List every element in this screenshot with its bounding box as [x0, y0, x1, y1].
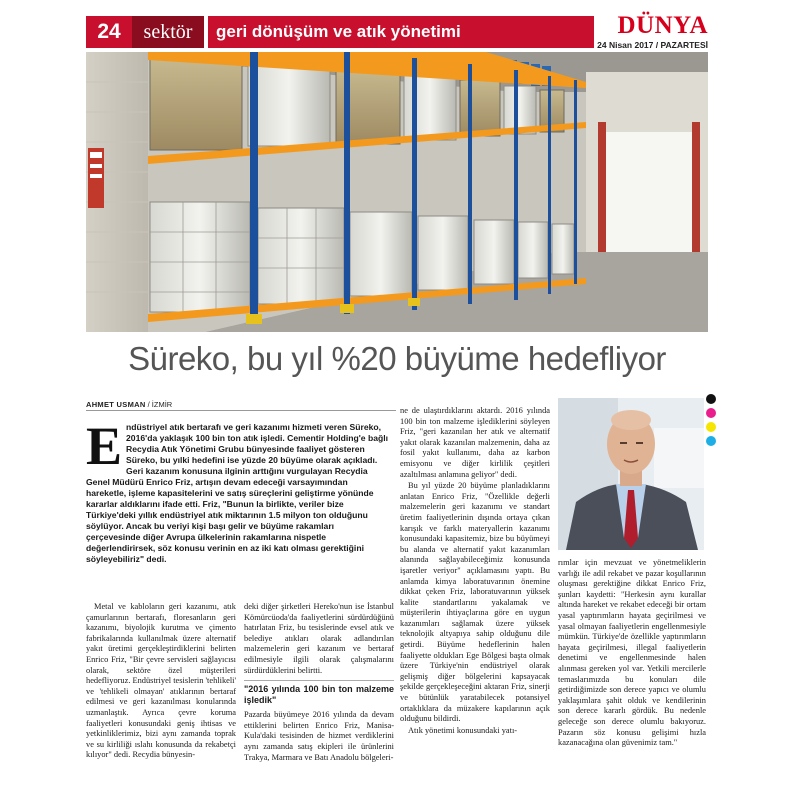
- paragraph: Atık yönetimi konusundaki yatı-: [408, 725, 518, 735]
- registration-dot-cyan: [706, 436, 716, 446]
- page-number: 24: [86, 16, 132, 48]
- paragraph: ne de ulaştırdıklarını aktardı. 2016 yılında 100 bin ton malzeme işlediklerini söyleyen Friz, "geri kazanılan her atık ve alternatif yakıt olarak kazanılan malzemenin, daha az fosil yakıt kullanımı, daha az karbon emisyonu ve diğer kirlilik çeşitleri azaltılması anlamına geliyor" dedi.: [400, 406, 550, 479]
- drop-cap: E: [86, 416, 123, 476]
- newspaper-logo: DÜNYA: [617, 12, 708, 39]
- issue-date: 24 Nisan 2017 / PAZARTESİ: [597, 40, 708, 50]
- registration-dot-yellow: [706, 422, 716, 432]
- portrait-illustration: [558, 398, 704, 550]
- body-column-1: [86, 602, 236, 762]
- article-headline: Süreko, bu yıl %20 büyüme hedefliyor: [128, 340, 666, 377]
- paragraph: Metal ve kabloların geri kazanımı, atık çamurlarının bertarafı, floresanların geri kazanımı, biyolojik kurutma ve çimento fabrikalarında kullanılmak üzere alternatif yakıt üretimi gerçekleştirdiklerini belirten Enrico Friz, "Bir çevre servisleri sağlayıcısı olarak, sektöre özel müşterileri hedefliyoruz. Endüstriyel tesislerin 'tehlikeli' ve 'tehlikeli olmayan' atıklarının bertaraf edilmesi ve geri kazanılması konularında uzmanlaştık. Ayrıca çevre koruma faaliyetleri konusundaki geniş ihtisas ve yetkinliklerimiz, bizi aynı zamanda toprak ve su kirliliği ıslahı konusunda da rekabetçi kılıyor" dedi. Recydia bünyesin-: [86, 602, 237, 760]
- registration-dot-magenta: [706, 408, 716, 418]
- byline-rule: [86, 410, 396, 411]
- paragraph: rımlar için mevzuat ve yönetmeliklerin varlığı ile adil rekabet ve pazar koşullarının oluşması gerektiğine dikkat Enrico Friz, şunları kaydetti: "Herkesin aynı kurallar altında hareket ve rekabet edeceği bir ortam yasal yaptırımların hayata geçirilmesi ve yasal olmayan faaliyetlerin engellenmesiyle mümkün. Türkiye'de özellikle yaptırımların hayata geçirilmesi, illegal faaliyetlerin denetimi ve engellenmesinde halen alınması gereken yol var. Yetkili mercilerle temaslarımızda bu konuları dile getirdiğimizde son derece yapıcı ve olumlu yaklaşımlara şahit olduk ve kendilerinin son derece kararlı gördük. Bu nedenle geleceğe son derece olumlu bakıyoruz. Pazarın söz konusu gelişimi hızla kazanacağına olan güvenimiz tam.": [558, 558, 706, 748]
- page-header: [86, 12, 708, 50]
- body-column-4: [558, 558, 706, 750]
- paragraph: Pazarda büyümeye 2016 yılında da devam ettiklerini belirten Enrico Friz, Manisa-Kula'daki tesisinden de hizmet verdiklerini aynı zamanda satış ekipleri ile ürünlerini Trakya, Marmara ve Batı Anadolu bölgeleri-: [244, 710, 394, 762]
- byline: [86, 400, 172, 409]
- portrait-photo: [558, 398, 704, 550]
- paragraph: deki diğer şirketleri Hereko'nun ise İstanbul Kömürcüoda'da faaliyetlerini sürdürdüğünü hatırlatan Friz, bu tesislerinde evsel atık ve belediye atıkları olarak adlandırılan malzemelerin geri kazanım ve bertaraf edilmesiyle ilgili olarak çalışmalarını sürdürdüklerini belirtti.: [244, 602, 394, 675]
- subheading: "2016 yılında 100 bin ton malzeme işledik": [244, 680, 394, 706]
- warehouse-photo: [86, 52, 708, 332]
- lede-text: ndüstriyel atık bertarafı ve geri kazanımı hizmeti veren Süreko, 2016'da yaklaşık 100 bin ton atık işledi. Cementir Holding'e bağlı Recydia Atık Yönetimi Grubu bünyesinde faaliyet gösteren Süreko, bu yılki hedefini ise yüzde 20 büyüme olarak açıkladı. Geri kazanım konusuna ilginin arttığını vurgulayan Recydia Genel Müdürü Enrico Friz, artışın devam edeceği varsayımından hareketle, işleme kapasitelerini ve satış süreçlerini geliştirme yönünde kararlar aldıklarını ifade etti. Friz, "Bunun la birlikte, veriler bize Türkiye'deki yıllık endüstriyel atık miktarının 1.5 milyon ton olduğunu söylüyor. Ancak bu veriyi kişi başı gelir ve büyüme rakamları çerçevesinde diğer Avrupa ülkelerinin rakamlarına nispetle değerlendirirsek, söz konusu verinin en az iki katı olması gerektiğini söyleyebiliriz" dedi.: [86, 422, 389, 564]
- section-label: sektör: [132, 16, 204, 48]
- warehouse-illustration: [86, 52, 708, 332]
- body-column-3: [400, 406, 550, 737]
- author-name: AHMET USMAN: [86, 400, 146, 409]
- body-column-2: [244, 602, 394, 764]
- article-lede: [86, 416, 390, 565]
- topic-label: geri dönüşüm ve atık yönetimi: [208, 16, 594, 48]
- dateline-location: / İZMİR: [147, 400, 173, 409]
- registration-dot-black: [706, 394, 716, 404]
- paragraph: Bu yıl yüzde 20 büyüme planladıklarını anlatan Enrico Friz, "Özellikle değerli malzemelerin geri kazanımı ve standart üretim faaliyetlerinin dışında ortaya çıkan karışık ve farklı materyallerin kazanımı konusundaki kapasitemiz, bize bu büyümeyi bu alanda ve alternatif yakıt kazanımları alanında sağlayabileceğimiz konusunda işaretler veriyor" açıklamasını yaptı. Bu anlamda kimya laboratuvarının önemine dikkat çeken Friz, laboratuvarının yüksek kalite standartlarını yakalamak ve müşterilerin ihtiyaçlarına göre en uygun kazanımları sağlamak üzere yüksek teknolojik altyapıya sahip olduğunu dile getirdi. Büyüme hedeflerinin halen faaliyette oldukları Ege Bölgesi başta olmak üzere Türkiye'nin endüstriyel olarak gelişmiş diğer bölgelerini kapsayacak şekilde gerçekleşeceğini aktaran Friz, sinerji ve bütünlük yaratabilecek potansiyel ortaklıklara da müzakere kapılarının açık olduğunu bildirdi.: [400, 481, 550, 724]
